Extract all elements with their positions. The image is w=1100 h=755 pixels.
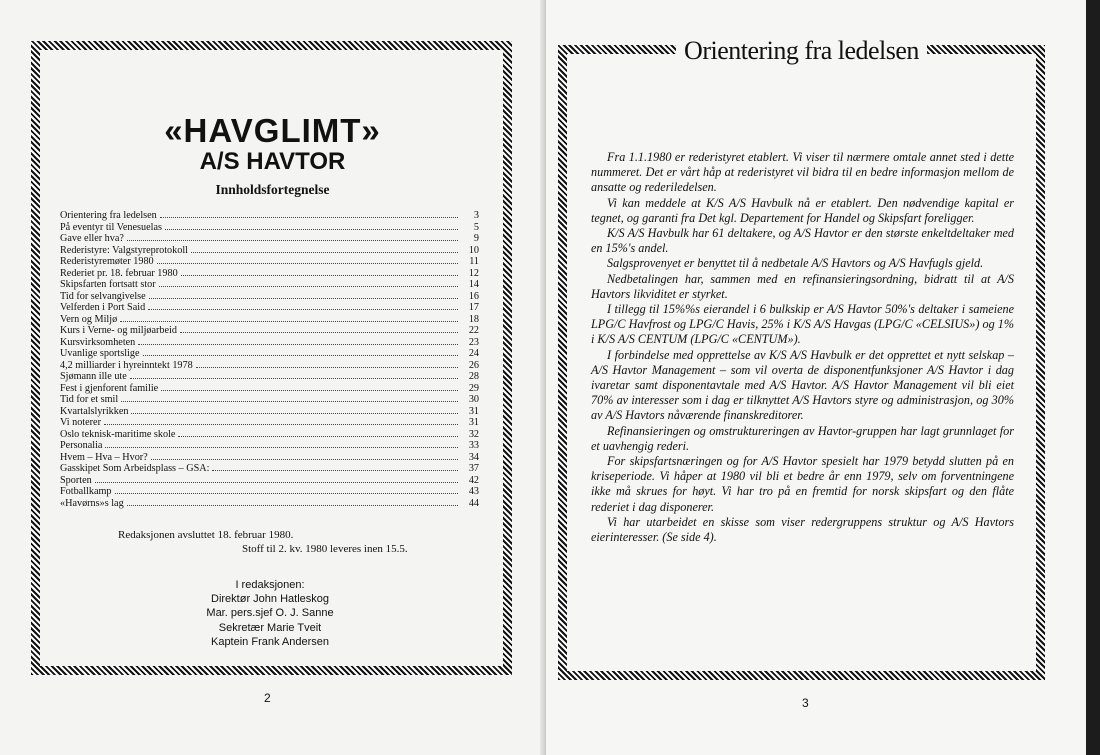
toc-entry-page: 31 — [468, 417, 479, 428]
toc-entry-title: Orientering fra ledelsen — [60, 210, 157, 221]
toc-leader-dots — [157, 252, 458, 264]
page-number-right: 3 — [802, 696, 809, 710]
toc-entry-page: 42 — [468, 474, 479, 486]
article-paragraph: Vi har utarbeidet en skisse som viser redergruppens struktur og A/S Havtors eierinteresser. (Se side 4). — [591, 514, 1014, 545]
toc-leader-dots — [178, 425, 458, 437]
toc-entry-page: 31 — [468, 405, 479, 417]
toc-leader-dots — [121, 390, 458, 402]
toc-entry-page: 26 — [468, 359, 479, 371]
toc-entry-page: 33 — [468, 440, 479, 451]
editor-line: Mar. pers.sjef O. J. Sanne — [206, 607, 334, 620]
article-paragraph: Refinansieringen og omstruktureringen av Havtor-gruppen har lagt grunnlaget for et uavhengig rederi. — [591, 423, 1014, 453]
toc-entry-page: 44 — [468, 497, 479, 509]
toc-entry-page: 32 — [468, 428, 479, 440]
toc-entry-title: Rederistyremøter 1980 — [60, 256, 154, 267]
page-number-left: 2 — [264, 691, 271, 705]
toc-heading: Innholdsfortegnelse — [215, 182, 330, 197]
article-paragraph: I forbindelse med opprettelse av K/S A/S Havbulk er det opprettet et nytt selskap – A/S Havtor Management – som vil overta de disponentfunksjoner A/S Havtor i dag ivaretar samt disponentavtale med A/S Havtor. A/S Havtor Management vil bli eiet 70% av interesser som i dag er tilknyttet A/S Havtors styre og administrasjon, og 30% av A/S Havtors nåværende finanskreditorer. — [591, 347, 1014, 423]
closing-line-2: Stoff til 2. kv. 1980 leveres inen 15.5. — [242, 543, 408, 555]
toc-entry-title: Sporten — [60, 474, 92, 486]
editorial-staff — [150, 578, 390, 649]
scan-edge — [1086, 0, 1100, 755]
toc-leader-dots — [143, 344, 458, 356]
toc-leader-dots — [127, 229, 458, 241]
toc-entry-page: 11 — [469, 256, 479, 267]
article-paragraph: Vi kan meddele at K/S A/S Havbulk nå er etablert. Den nødvendige kapital er tegnet, og garanti fra Det kgl. Departement for Handel og Skipsfart foreligger. — [591, 195, 1014, 225]
toc-entry-title: Rederiet pr. 18. februar 1980 — [60, 267, 178, 279]
toc-leader-dots — [160, 206, 458, 218]
article-body — [591, 150, 1014, 545]
toc-entry-page: 24 — [468, 348, 479, 359]
toc-entry-title: Tid for selvangivelse — [60, 290, 146, 302]
toc-entry-page: 3 — [473, 210, 479, 221]
toc-leader-dots — [104, 413, 458, 425]
toc-entry-page: 43 — [468, 486, 479, 497]
article-heading-text: Orientering fra ledelsen — [676, 36, 927, 66]
toc-entry — [60, 425, 479, 440]
toc-entry — [60, 310, 479, 325]
toc-leader-dots — [138, 333, 458, 345]
toc-entry-page: 5 — [473, 221, 479, 233]
toc-entry-page: 30 — [468, 394, 479, 405]
article-heading — [558, 36, 1045, 66]
editors-heading: I redaksjonen: — [235, 579, 305, 591]
toc-entry — [60, 448, 479, 463]
toc-entry — [60, 206, 479, 221]
toc-entry-title: Kurs i Verne- og miljøarbeid — [60, 325, 177, 336]
toc-entry-page: 17 — [468, 302, 479, 313]
toc-leader-dots — [191, 241, 458, 253]
toc-entry-title: Kursvirksomheten — [60, 336, 136, 348]
toc-entry — [60, 413, 479, 428]
magazine-title: «HAVGLIMT» — [164, 112, 381, 149]
article-paragraph: For skipsfartsnæringen og for A/S Havtor spesielt har 1979 betydd slutten på en kriseperiode. Vi håper at 1980 vil bli et bedre år enn 1979, selv om forventningene ikke må skrues for høyt. Vi har tro på en fremtid for norsk skipsfart og den flåte rederiet i dag disponerer. — [591, 454, 1014, 514]
toc-entry-page: 12 — [468, 267, 479, 279]
toc-leader-dots — [127, 494, 458, 506]
article-paragraph: I tillegg til 15%%s eierandel i 6 bulkskip er A/S Havtor 50%'s deltaker i sameiene LPG/C Havfrost og LPG/C Havis, 25% i K/S A/S Havgas (LPG/C «CELSIUS») og 1% i K/S A/S CENTUM (LPG/C «CENTUM»). — [591, 302, 1014, 347]
editor-line: Direktør John Hatleskog — [211, 593, 329, 606]
toc-entry-title: Vern og Miljø — [60, 313, 118, 325]
toc-entry-title: 4,2 milliarder i hyreinntekt 1978 — [60, 359, 193, 371]
toc-entry — [60, 321, 479, 336]
toc-entry-title: Gave eller hva? — [60, 233, 124, 244]
toc-entry-page: 37 — [468, 463, 479, 474]
toc-leader-dots — [149, 287, 458, 299]
toc-entry-title: Skipsfarten fortsatt stor — [60, 279, 156, 290]
toc-entry-page: 22 — [468, 325, 479, 336]
closing-line-1: Redaksjonen avsluttet 18. februar 1980. — [118, 529, 294, 541]
toc-leader-dots — [180, 321, 458, 333]
toc-leader-dots — [130, 367, 458, 379]
article-paragraph: Salgsprovenyet er benyttet til å nedbetale A/S Havtors og A/S Havfugls gjeld. — [607, 256, 984, 271]
toc-entry-title: Uvanlige sportslige — [60, 348, 140, 359]
toc-entry-title: Oslo teknisk-maritime skole — [60, 428, 176, 440]
article-paragraph: Nedbetalingen har, sammen med en refinansieringsordning, bidratt til at A/S Havtors likviditet er styrket. — [591, 271, 1014, 301]
toc-leader-dots — [212, 459, 458, 471]
toc-entry-title: Rederistyre: Valgstyreprotokoll — [60, 244, 188, 256]
toc-entry-page: 34 — [468, 451, 479, 463]
article-paragraph: K/S A/S Havbulk har 61 deltakere, og A/S Havtor er den største enkeltdeltaker med en 15%'s andel. — [591, 226, 1014, 256]
toc-leader-dots — [95, 471, 458, 483]
editor-line: Kaptein Frank Andersen — [210, 635, 330, 648]
toc-entry-page: 10 — [468, 244, 479, 256]
toc-entry — [60, 402, 479, 417]
toc-entry-title: På eventyr til Venesuelas — [60, 221, 162, 233]
toc-leader-dots — [165, 218, 458, 230]
toc-leader-dots — [115, 482, 459, 494]
toc-entry-page: 16 — [468, 290, 479, 302]
toc-entry-title: Kvartalslyrikken — [60, 405, 129, 417]
toc-leader-dots — [151, 448, 458, 460]
toc-entry — [60, 482, 479, 497]
toc-entry-title: Vi noterer — [60, 417, 101, 428]
toc-entry — [60, 436, 479, 451]
article-paragraph: Fra 1.1.1980 er rederistyret etablert. Vi viser til nærmere omtale annet sted i dette nummeret. Det er vårt håp at rederistyret vil bidra til en bedre informasjon mellom de ansatte og rederiledelsen. — [591, 150, 1014, 195]
toc-leader-dots — [181, 264, 458, 276]
toc-entry — [60, 494, 479, 509]
toc-leader-dots — [120, 310, 458, 322]
toc-leader-dots — [196, 356, 458, 368]
toc-entry-page: 23 — [468, 336, 479, 348]
company-name: A/S HAVTOR — [199, 148, 346, 175]
toc-entry — [60, 390, 479, 405]
left-page — [0, 0, 546, 755]
toc-entry-page: 14 — [468, 279, 479, 290]
toc-entry-title: Tid for et smil — [60, 394, 119, 405]
toc-leader-dots — [105, 436, 458, 448]
table-of-contents — [60, 206, 479, 509]
toc-leader-dots — [148, 298, 458, 310]
toc-leader-dots — [131, 402, 458, 414]
toc-entry-page: 29 — [468, 382, 479, 394]
editorial-closing-note — [118, 528, 458, 556]
toc-entry-title: Sjømann ille ute — [60, 371, 127, 382]
toc-entry-title: Fotballkamp — [60, 486, 112, 497]
toc-entry-page: 18 — [468, 313, 479, 325]
toc-entry-title: «Havørns»s lag — [60, 497, 124, 509]
toc-entry-title: Gasskipet Som Arbeidsplass – GSA: — [60, 463, 210, 474]
toc-leader-dots — [161, 379, 458, 391]
toc-entry-title: Velferden i Port Said — [60, 302, 146, 313]
toc-entry-page: 9 — [473, 233, 479, 244]
toc-entry-title: Fest i gjenforent familie — [60, 382, 159, 394]
toc-entry-title: Personalia — [60, 440, 103, 451]
toc-entry-page: 28 — [468, 371, 479, 382]
editor-line: Sekretær Marie Tveit — [218, 621, 322, 634]
toc-entry — [60, 471, 479, 486]
toc-entry-title: Hvem – Hva – Hvor? — [60, 451, 148, 463]
toc-leader-dots — [159, 275, 458, 287]
